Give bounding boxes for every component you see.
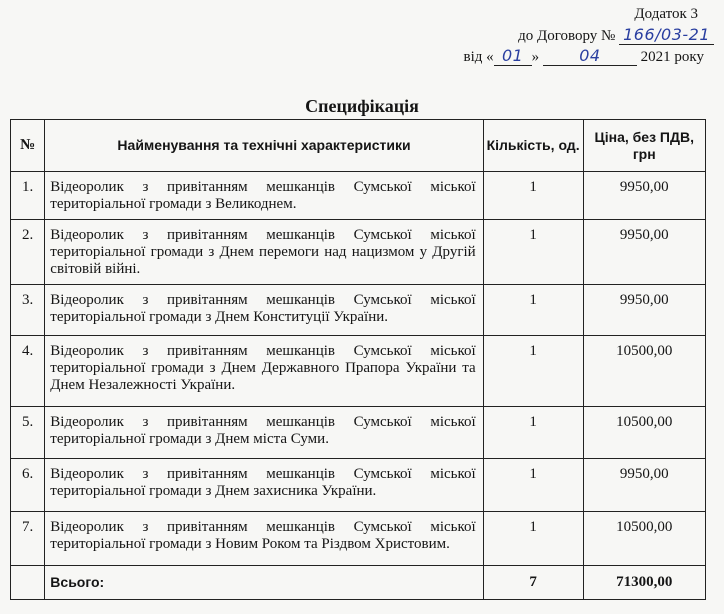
row-price: 9950,00 [583, 459, 706, 512]
date-prefix: від « [463, 49, 494, 65]
date-day-suffix: » [531, 49, 540, 65]
document-title: Специфікація [305, 96, 419, 116]
header-qty: Кількість, од. [483, 120, 583, 172]
row-price: 9950,00 [583, 220, 706, 285]
row-price: 10500,00 [583, 512, 706, 566]
total-label: Всього: [45, 566, 483, 600]
table-row [11, 459, 706, 512]
row-qty: 1 [483, 285, 583, 336]
date-month: 04 [543, 47, 637, 66]
header-price: Ціна, без ПДВ, грн [583, 120, 706, 172]
row-qty: 1 [483, 220, 583, 285]
header-name: Найменування та технічні характеристики [45, 120, 483, 172]
row-num: 6. [11, 459, 45, 512]
table-row [11, 512, 706, 566]
row-qty: 1 [483, 172, 583, 220]
appendix-label: Додаток 3 [634, 6, 698, 22]
total-qty: 7 [483, 566, 583, 600]
row-name: Відеоролик з привітанням мешканців Сумської міської територіальної громади з Великоднем. [45, 172, 483, 220]
row-name: Відеоролик з привітанням мешканців Сумської міської територіальної громади з Новим Роком та Різдвом Христовим. [45, 512, 483, 566]
date-year: 2021 року [640, 49, 704, 65]
contract-number: 166/03-21 [619, 26, 714, 45]
row-qty: 1 [483, 459, 583, 512]
row-price: 9950,00 [583, 285, 706, 336]
row-name: Відеоролик з привітанням мешканців Сумської міської територіальної громади з Днем захисника України. [45, 459, 483, 512]
table-row [11, 172, 706, 220]
table-row [11, 220, 706, 285]
date-day: 01 [494, 47, 532, 66]
contract-prefix: до Договору № [518, 28, 616, 44]
row-name: Відеоролик з привітанням мешканців Сумської міської територіальної громади з Днем Конституції України. [45, 285, 483, 336]
row-num: 2. [11, 220, 45, 285]
table-row [11, 407, 706, 459]
total-price: 71300,00 [583, 566, 706, 600]
row-price: 10500,00 [583, 407, 706, 459]
table-row [11, 336, 706, 407]
row-num: 1. [11, 172, 45, 220]
row-num: 4. [11, 336, 45, 407]
row-price: 9950,00 [583, 172, 706, 220]
row-num: 5. [11, 407, 45, 459]
specification-table [10, 119, 706, 600]
row-num: 3. [11, 285, 45, 336]
row-qty: 1 [483, 512, 583, 566]
contract-line [518, 26, 714, 45]
row-name: Відеоролик з привітанням мешканців Сумської міської територіальної громади з Днем Державного Прапора України та Днем Незалежності України. [45, 336, 483, 407]
row-name: Відеоролик з привітанням мешканців Сумської міської територіальної громади з Днем міста Суми. [45, 407, 483, 459]
header-num: № [11, 120, 45, 172]
row-qty: 1 [483, 407, 583, 459]
table-header-row [11, 120, 706, 172]
row-num: 7. [11, 512, 45, 566]
row-qty: 1 [483, 336, 583, 407]
table-row [11, 285, 706, 336]
total-num-empty [11, 566, 45, 600]
date-line [464, 47, 704, 66]
row-name: Відеоролик з привітанням мешканців Сумської міської територіальної громади з Днем перемоги над нацизмом у Другій світовій війні. [45, 220, 483, 285]
row-price: 10500,00 [583, 336, 706, 407]
total-row [11, 566, 706, 600]
